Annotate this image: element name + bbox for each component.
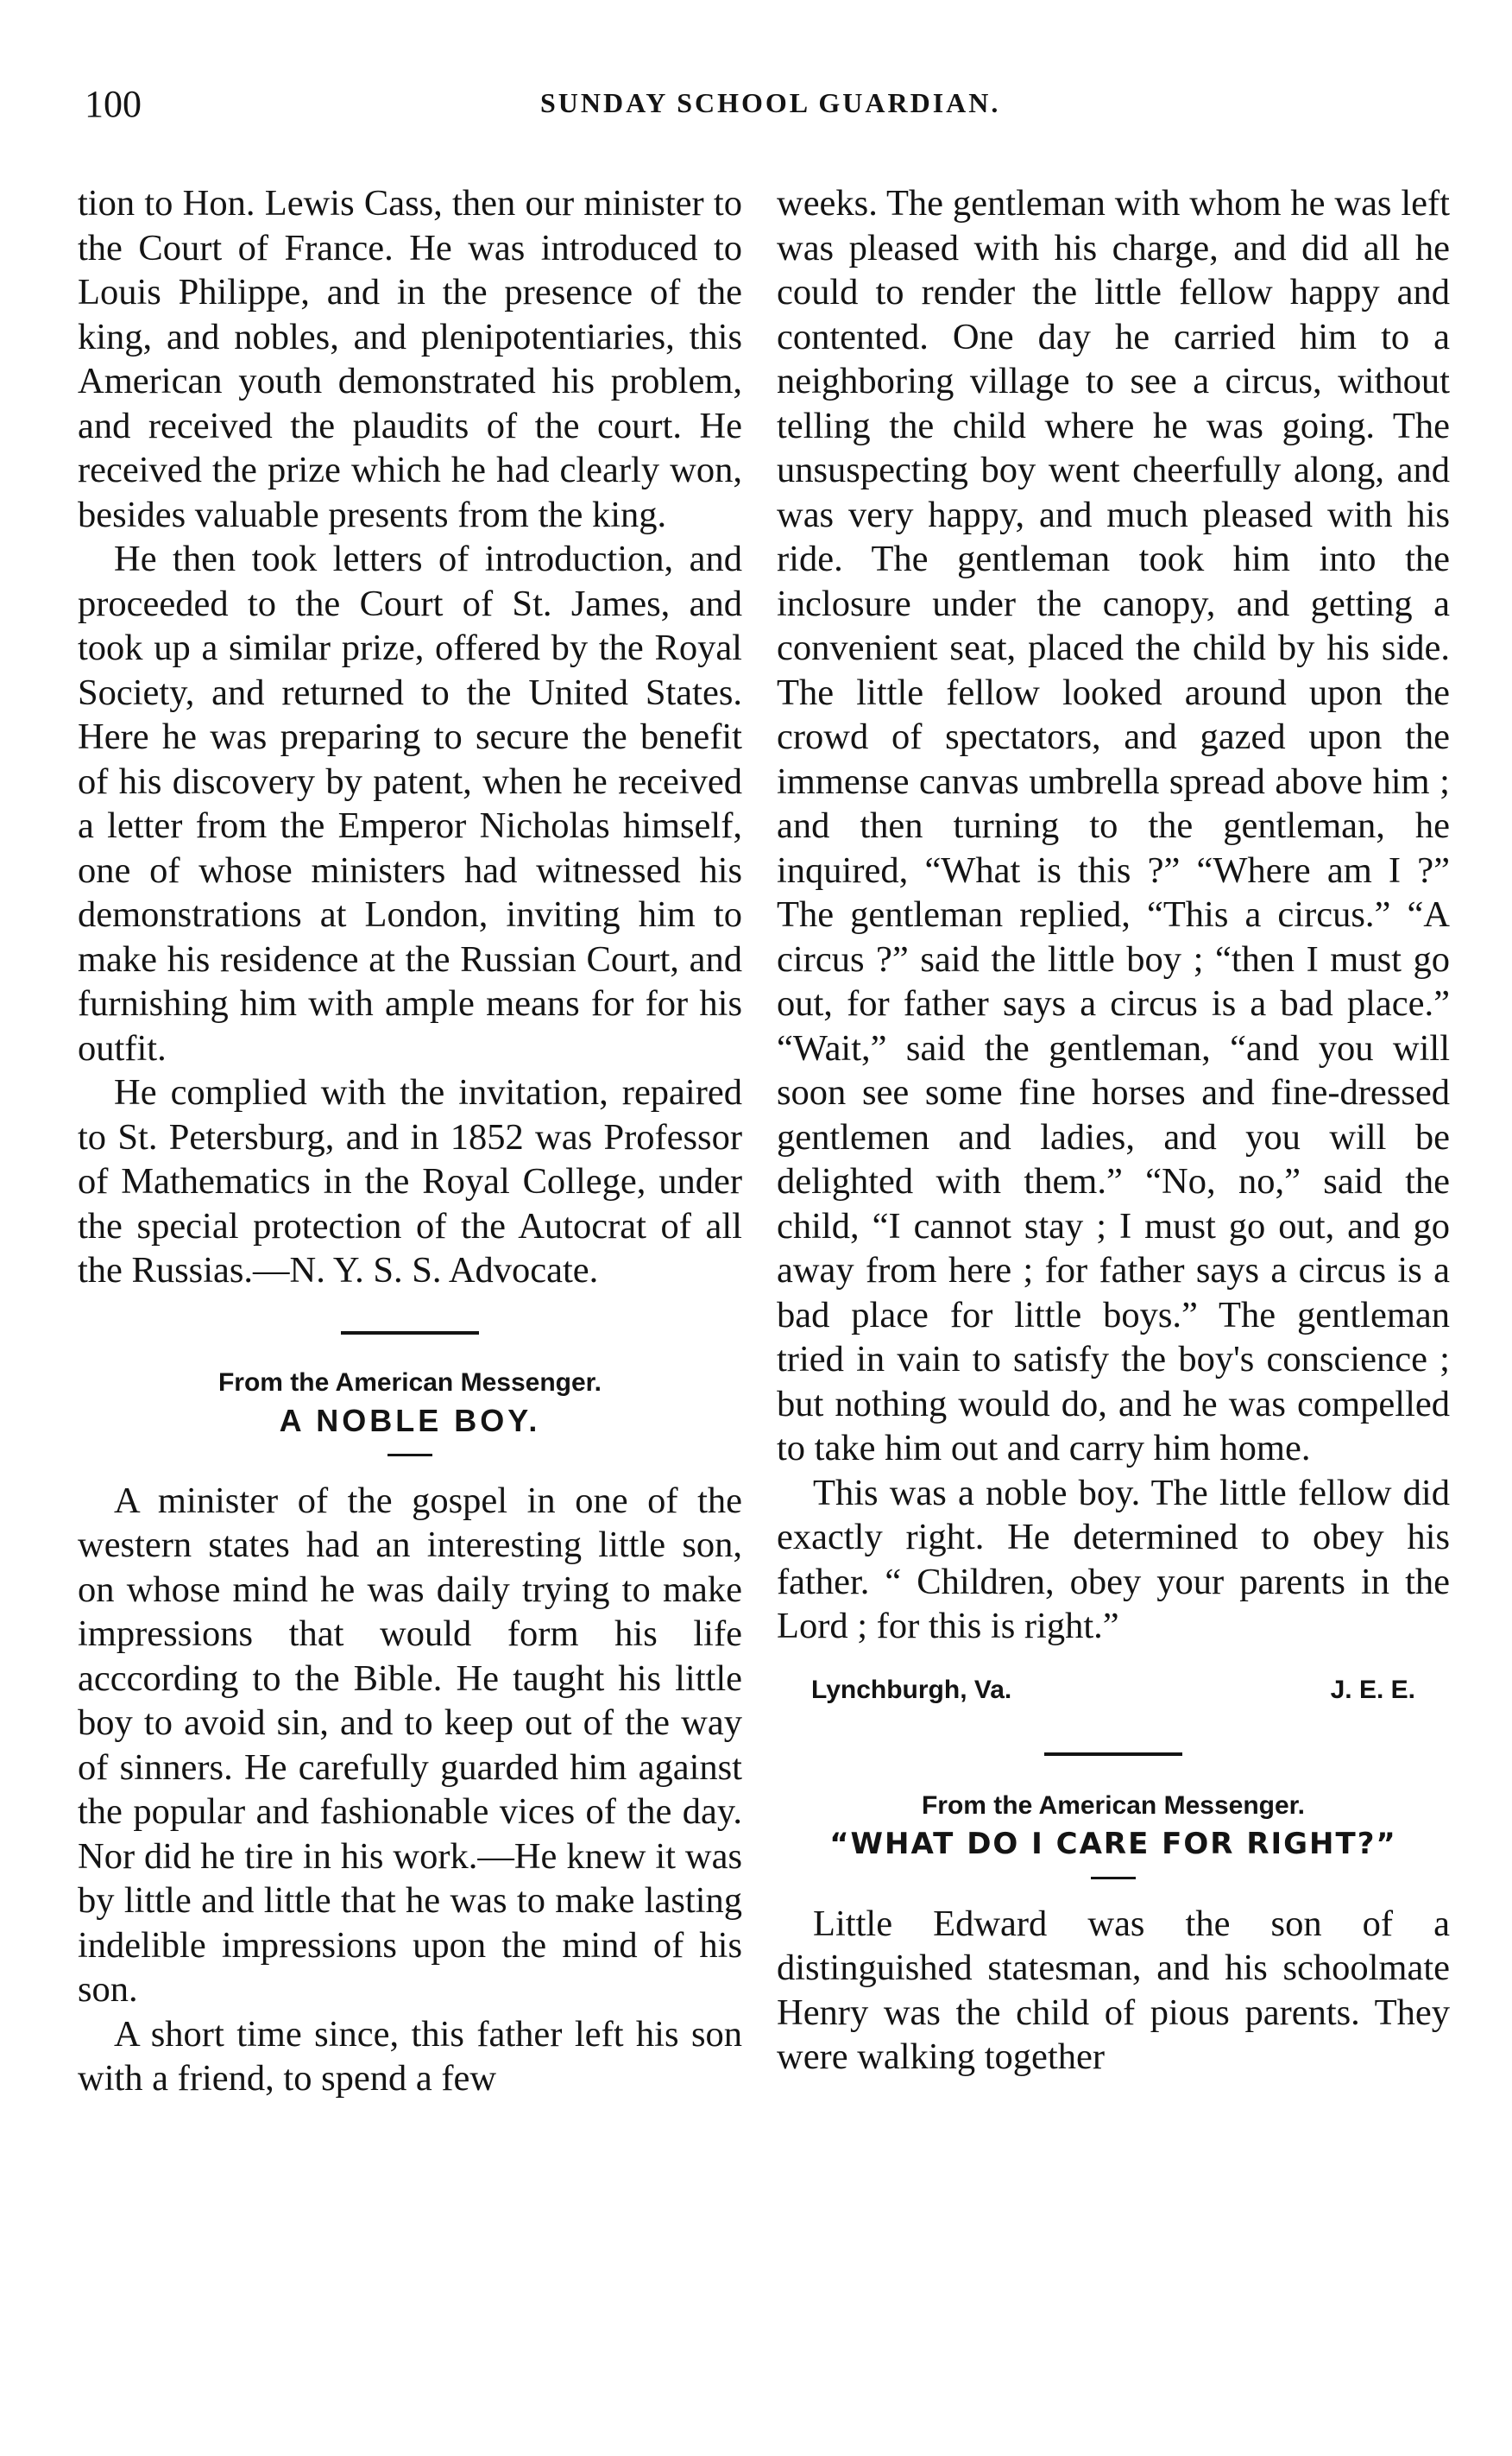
paragraph: He complied with the invitation, repaired to St. Petersburg, and in 1852 was Professor of Mathematics in the Royal College, under the special protection of the Autocrat of all the Russias.—N. Y. S. S. Advocate. [78,1072,742,1291]
left-column [78,181,742,2101]
paragraph: A short time since, this father left his son with a friend, to spend a few [78,2013,742,2099]
article-title: A NOBLE BOY. [279,1402,541,1438]
page-number: 100 [85,83,142,125]
paragraph: He then took letters of introduction, and proceeded to the Court of St. James, and took up a similar prize, offered by the Royal Society, and returned to the United States. Here he was preparing to secure the benefit of his discovery by patent, when he received a letter from the Emperor Nicholas himself, one of whose ministers had witnessed his demonstrations at London, inviting him to make his residence at the Russian Court, and furnishing him with ample means for for his outfit. [78,539,742,1069]
article-signature [777,1673,1450,1708]
article-source: From the American Messenger. [217,1367,602,1397]
running-title: SUNDAY SCHOOL GUARDIAN. [540,87,1001,118]
signature-place: Lynchburgh, Va. [811,1675,1012,1704]
paragraph: Little Edward was the son of a distinguished statesman, and his schoolmate Henry was the child of pious parents. They were walking together [777,1903,1450,2077]
paragraph: This was a noble boy. The little fellow did exactly right. He determined to obey his father. “ Children, obey your parents in the Lord ; for this is right.” [777,1472,1450,1646]
signature-initials: J. E. E. [1330,1675,1415,1704]
article-title: “WHAT DO I CARE FOR RIGHT?” [829,1826,1397,1861]
page-header [85,82,1465,142]
paragraph: A minister of the gospel in one of the western states had an interesting little son, on whose mind he was daily trying to make impressions that would form his life acccording to the Bible. He taught his little boy to avoid sin, and to keep out of the way of sinners. He carefully guarded him against the popular and fashionable vices of the day. Nor did he tire in his work.—He knew it was by little and little that he was to make lasting indelible impressions upon the mind of his son. [78,1480,742,2010]
paragraph: tion to Hon. Lewis Cass, then our minister to the Court of France. He was introduced to Louis Philippe, and in the presence of the king, and nobles, and plenipotentiaries, this American youth demonstrated his problem, and received the plaudits of the court. He received the prize which he had clearly won, besides valuable presents from the king. [78,183,742,535]
article-source: From the American Messenger. [921,1790,1306,1820]
paragraph: weeks. The gentleman with whom he was left was pleased with his charge, and did all he could to render the little fellow happy and contented. One day he carried him to a neighboring village to see a circus, without telling the child where he was going. The unsuspecting boy went cheerfully along, and was very happy, and much pleased with his ride. The gentleman took him into the inclosure under the canopy, and getting a convenient seat, placed the child by his side. The little fellow looked around upon the crowd of spectators, and gazed upon the immense canvas umbrella spread above him ; and then turning to the gentleman, he inquired, “What is this ?” “Where am I ?” The gentleman replied, “This a circus.” “A circus ?” said the little boy ; “then I must go out, for father says a circus is a bad place.” “Wait,” said the gentleman, “and you will soon see some fine horses and fine-dressed gentlemen and ladies, and you will be delighted with them.” “No, no,” said the child, “I cannot stay ; I must go out, and go away from here ; for father says a circus is a bad place for little boys.” The gentleman tried in vain to satisfy the boy's conscience ; but nothing would do, and he was compelled to take him out and carry him home. [777,183,1450,1468]
right-column [777,181,1450,2080]
